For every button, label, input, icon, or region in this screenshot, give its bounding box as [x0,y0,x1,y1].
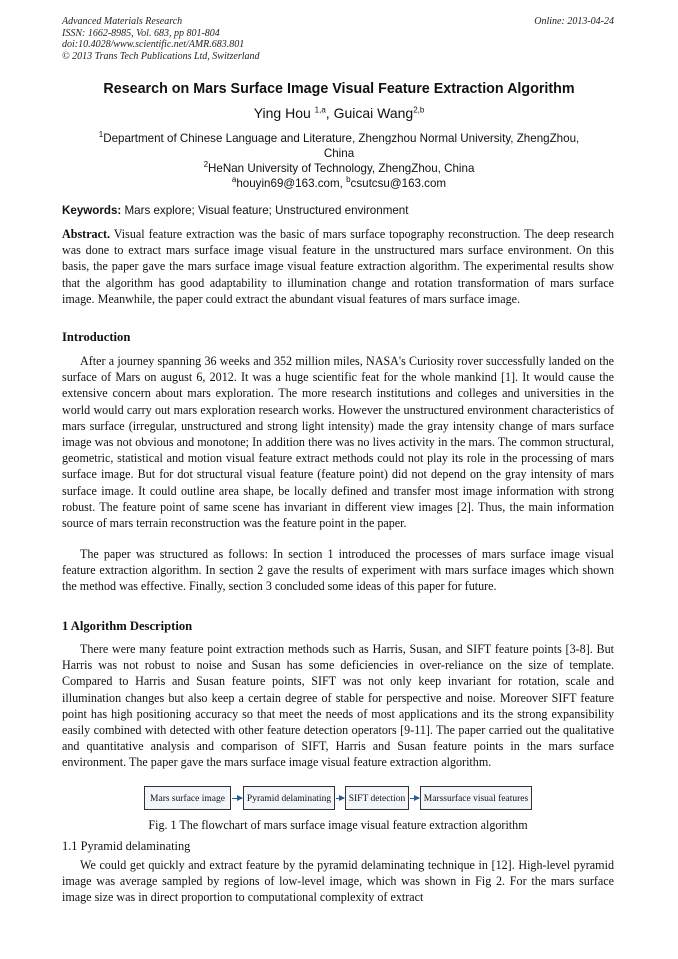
affiliation-2 [72,161,606,176]
flowchart-arrow [336,798,344,799]
section-heading-algorithm: 1 Algorithm Description [62,619,193,633]
affiliation-superscript: 2 [203,160,209,170]
pyramid-paragraph-1: We could get quickly and extract feature by the pyramid delaminating technique in [12]. High-level pyramid image was average sampled by regions of low-level image, which was shown in Fig 2. For the mars surface image size was in direct proportion to computational complexity of extract [62,858,614,905]
author-line [40,104,638,122]
flowchart-arrow [232,798,242,799]
journal-name: Advanced Materials Research [62,16,183,27]
flowchart-step: Mars surface image [144,786,231,810]
copyright-line: © 2013 Trans Tech Publications Ltd, Switzerland [62,50,260,62]
doi-line: doi:10.4028/www.scientific.net/AMR.683.801 [62,39,245,51]
issn-line: ISSN: 1662-8985, Vol. 683, pp 801-804 [62,27,220,39]
keywords-text: Mars explore; Visual feature; Unstructured environment [121,204,409,217]
email-superscript: b [346,175,351,185]
flowchart-step: SIFT detection [345,786,409,810]
author-superscript: 2,b [413,105,425,115]
journal-header [62,16,614,62]
abstract-label: Abstract. [62,227,111,241]
affiliation-text: HeNan University of Technology, ZhengZhou, China [208,162,475,175]
subsection-heading-pyramid: 1.1 Pyramid delaminating [62,839,191,853]
author-emails [72,176,606,191]
email-superscript: a [231,175,237,185]
abstract-text: Visual feature extraction was the basic of mars surface topography reconstruction. The deep research was done to extract mars surface image visual feature in the unstructured mars surface environment. On this basis, the paper gave the mars surface image visual feature extraction algorithm. The experimental results show that the algorithm has good adaptability to illumination change and rotation transformation of mars surface image. Meanwhile, the paper could extract the abundant visual features of mars surface image. [62,227,614,306]
affiliation-1 [72,131,606,161]
affiliation-text: Department of Chinese Language and Literature, Zhengzhou Normal University, ZhengZhou, [103,132,580,145]
author-name: Guicai Wang [333,105,414,121]
affiliation-text: China [323,147,355,160]
algorithm-paragraph-1: There were many feature point extraction methods such as Harris, Susan, and SIFT feature points [3-8]. But Harris was not robust to noise and Susan has some deficiencies in over-reliance on the size of template. Compared to Harris and Susan feature points, SIFT was not only keep invariant for rotation, scale and illumination changes but also keep a certain degree of stable for perspective and noise. Moreover SIFT feature point has high positioning accuracy so that meet the needs of most applications and its the strong expansibility easily combined with detected with other feature detection operators [9-11]. The paper carried out the qualitative and quantitative analysis and comparison of SIFT, Harris and Susan feature points in the mars surface environment. The paper gave the mars surface image visual feature extraction algorithm. [62,642,614,770]
keywords [62,203,614,218]
email-text: csutcsu@163.com [350,177,447,190]
author-separator: , [325,105,334,121]
author-superscript: 1,a [314,105,326,115]
flowchart-step: Marssurface visual features [420,786,532,810]
flowchart [144,786,534,812]
online-date: Online: 2013-04-24 [534,16,614,27]
affiliation-superscript: 1 [98,130,104,140]
keywords-label: Keywords: [62,204,122,217]
section-heading-introduction: Introduction [62,330,131,344]
flowchart-step: Pyramid delaminating [243,786,335,810]
author-name: Ying Hou [253,105,311,121]
figure-caption: Fig. 1 The flowchart of mars surface image visual feature extraction algorithm [148,818,528,832]
email-text: houyin69@163.com, [236,177,347,190]
intro-paragraph-1: After a journey spanning 36 weeks and 352 million miles, NASA's Curiosity rover successfully landed on the surface of Mars on august 6, 2012. It was a huge scientific feat for the whole mankind [1]. It would cause the extensive concern about mars exploration. The more research institutions and colleges and universities in the world would carry out mars exploration research works. However the unstructured environment characteristics of mars surface (irregular, unstructured and strong light intensity) made the gray intensity change of mars surface image was not obvious and monotone; In addition there was no lives activity in the mars. The common structural, geometric, statistical and motion visual feature extract methods could not play its role in the processing of mars surface image. But for dot structural visual feature (feature point) did not depend on the gray intensity of mars surface image. It could outline area shape, be locally defined and transfer most image information with strong robust. The feature point of same scene has invariant in different view images [2]. Thus, the main information source of mars terrain reconstruction was the feature point in the paper. [62,354,614,531]
intro-paragraph-2: The paper was structured as follows: In section 1 introduced the processes of mars surface image visual feature extraction algorithm. In section 2 gave the results of experiment with mars surface images which shown the method was effective. Finally, section 3 concluded some ideas of this paper for future. [62,547,614,594]
paper-title: Research on Mars Surface Image Visual Feature Extraction Algorithm [103,81,575,97]
abstract [62,226,614,307]
flowchart-arrow [410,798,419,799]
